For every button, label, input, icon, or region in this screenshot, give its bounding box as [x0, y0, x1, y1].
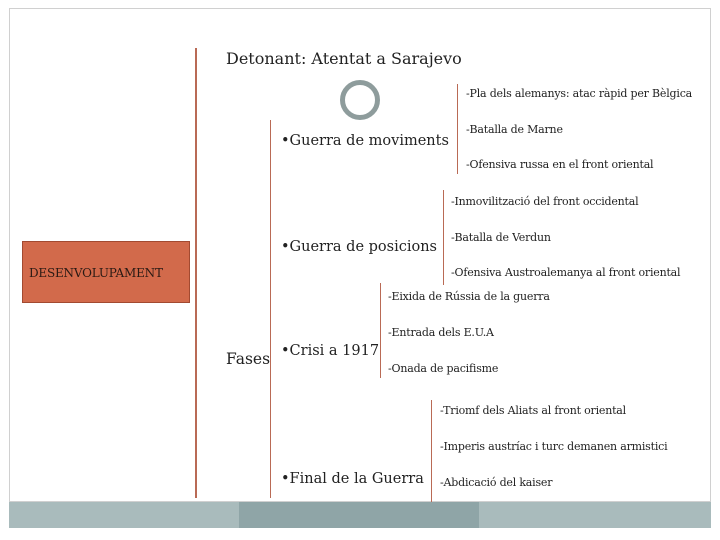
phase-item: -Entrada dels E.U.A — [388, 326, 494, 339]
items-line-3 — [380, 283, 381, 378]
main-divider-line — [195, 48, 197, 498]
items-line-1 — [457, 84, 458, 174]
central-box — [22, 241, 190, 303]
diagram-title: Detonant: Atentat a Sarajevo — [226, 49, 462, 68]
footer-bar — [9, 502, 711, 528]
node-circle-icon — [340, 80, 380, 120]
phase-item: -Pla dels alemanys: atac ràpid per Bèlgica — [466, 87, 693, 100]
footer-segment — [479, 502, 711, 528]
phase-item: -Onada de pacifisme — [388, 362, 499, 375]
phase-item: -Batalla de Verdun — [451, 231, 551, 244]
phase-item: -Inmovilització del front occidental — [451, 195, 639, 208]
phase-item: -Imperis austríac i turc demanen armistici — [440, 440, 668, 453]
central-box-label: DESENVOLUPAMENT — [29, 266, 163, 280]
phase-item: -Batalla de Marne — [466, 123, 563, 136]
phase-item: -Ofensiva Austroalemanya al front oriental — [451, 266, 681, 279]
phase-item: -Triomf dels Aliats al front oriental — [440, 404, 626, 417]
phase-item: -Ofensiva russa en el front oriental — [466, 158, 654, 171]
footer-segment — [9, 502, 239, 528]
phase-label: •Guerra de moviments — [281, 133, 449, 149]
phase-item: -Abdicació del kaiser — [440, 476, 553, 489]
phase-label: •Final de la Guerra — [281, 471, 424, 487]
fases-label: Fases — [226, 350, 271, 368]
phase-label: •Guerra de posicions — [281, 239, 438, 255]
phase-item: -Eixida de Rússia de la guerra — [388, 290, 550, 303]
phase-label: •Crisi a 1917 — [281, 343, 380, 359]
phases-divider-line — [270, 120, 271, 498]
items-line-2 — [443, 190, 444, 285]
